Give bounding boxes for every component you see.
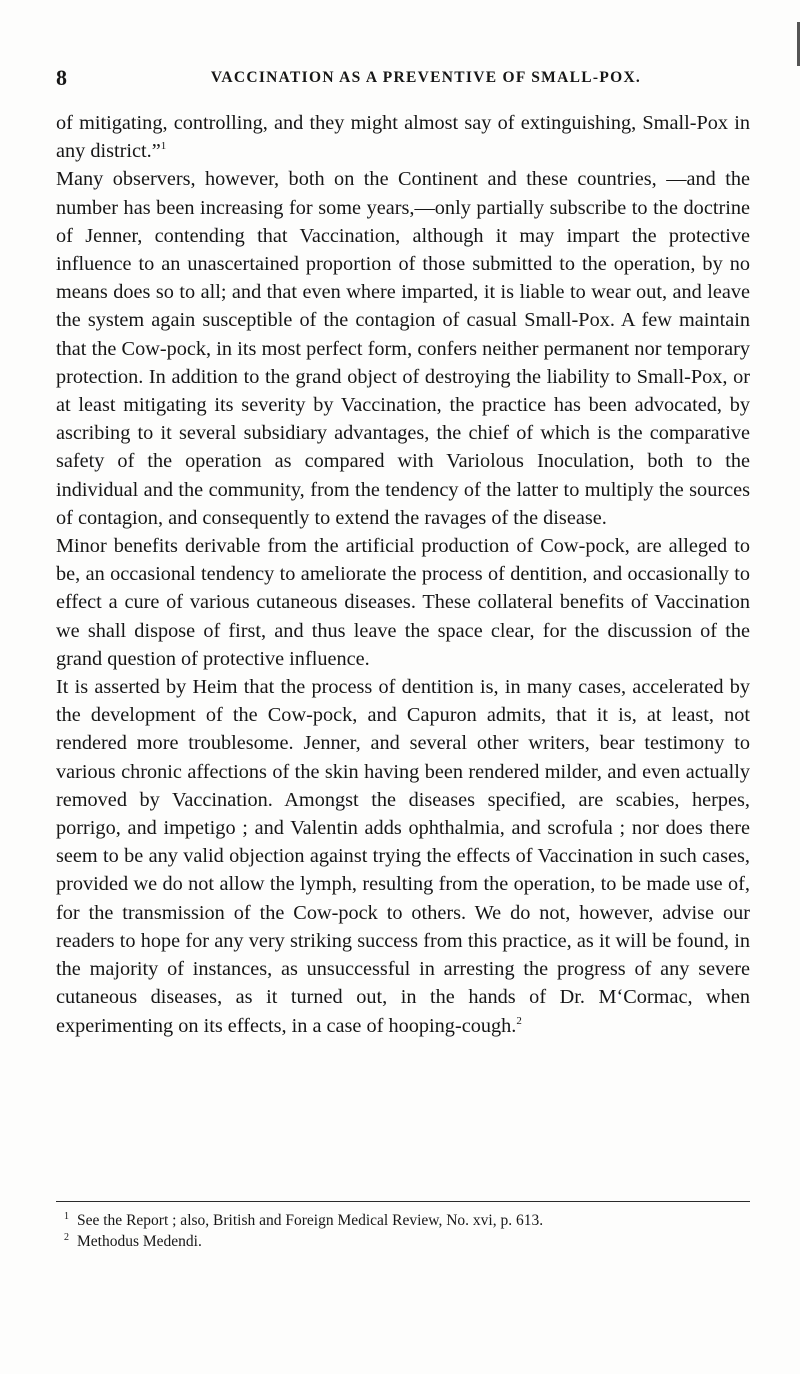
footnote-text: See the Report ; also, British and Foreign Medical Review, No. xvi, p. 613.: [77, 1212, 544, 1229]
paragraph: [56, 673, 750, 1040]
running-title: VACCINATION AS A PREVENTIVE OF SMALL-POX.: [210, 69, 642, 86]
body-text: [56, 109, 750, 1040]
paragraph: [56, 532, 750, 673]
footnote-mark: 2: [64, 1231, 69, 1243]
paragraph-text: of mitigating, controlling, and they might almost say of extinguishing, Small-Pox in any district.”: [56, 112, 750, 163]
footnote-reference: 2: [516, 1014, 522, 1027]
footnote: [64, 1231, 750, 1252]
paragraph: [56, 109, 750, 165]
footnote-text: Methodus Medendi.: [77, 1233, 202, 1250]
page-header: [56, 66, 756, 90]
footnote-mark: 1: [64, 1210, 69, 1222]
footnotes: [64, 1210, 750, 1252]
paragraph-text: Many observers, however, both on the Continent and these countries, —and the number has been increasing for some years,—only partially subscribe to the doctrine of Jenner, contending that Vaccination, although it may impart the protective influence to an unascertained proportion of those submitted to the operation, by no means does so to all; and that even where imparted, it is liable to wear out, and leave the system again susceptible of the contagion of casual Small-Pox. A few maintain that the Cow-pock, in its most perfect form, confers neither permanent nor temporary protection. In addition to the grand object of destroying the liability to Small-Pox, or at least mitigating its severity by Vaccination, the practice has been advocated, by ascribing to it several subsidiary advantages, the chief of which is the comparative safety of the operation as compared with Variolous Inoculation, both to the individual and the community, from the tendency of the latter to multiply the sources of contagion, and consequently to extend the ravages of the disease.: [56, 168, 750, 529]
footnote: [64, 1210, 750, 1231]
paragraph: [56, 165, 750, 532]
page-number: 8: [56, 65, 67, 90]
paragraph-text: Minor benefits derivable from the artificial production of Cow-pock, are alleged to be, an occasional tendency to ameliorate the process of dentition, and occasionally to effect a cure of various cutaneous diseases. These collateral benefits of Vaccination we shall dispose of first, and thus leave the space clear, for the discussion of the grand question of protective influence.: [56, 535, 750, 670]
footnote-reference: 1: [160, 140, 167, 153]
paragraph-text: It is asserted by Heim that the process of dentition is, in many cases, accelerated by the development of the Cow-pock, and Capuron admits, that it is, at least, not rendered more troublesome. Jenner, and several other writers, bear testimony to various chronic affections of the skin having been rendered milder, and even actually removed by Vaccination. Amongst the diseases specified, are scabies, herpes, porrigo, and impetigo ; and Valentin adds ophthalmia, and scrofula ; nor does there seem to be any valid objection against trying the effects of Vaccination in such cases, provided we do not allow the lymph, resulting from the operation, to be made use of, for the transmission of the Cow-pock to others. We do not, however, advise our readers to hope for any very striking success from this practice, as it will be found, in the majority of instances, as unsuccessful in arresting the progress of any severe cutaneous diseases, as it turned out, in the hands of Dr. M‘Cormac, when experimenting on its effects, in a case of hooping-cough.: [56, 676, 750, 1037]
footnote-divider: [56, 1201, 750, 1202]
